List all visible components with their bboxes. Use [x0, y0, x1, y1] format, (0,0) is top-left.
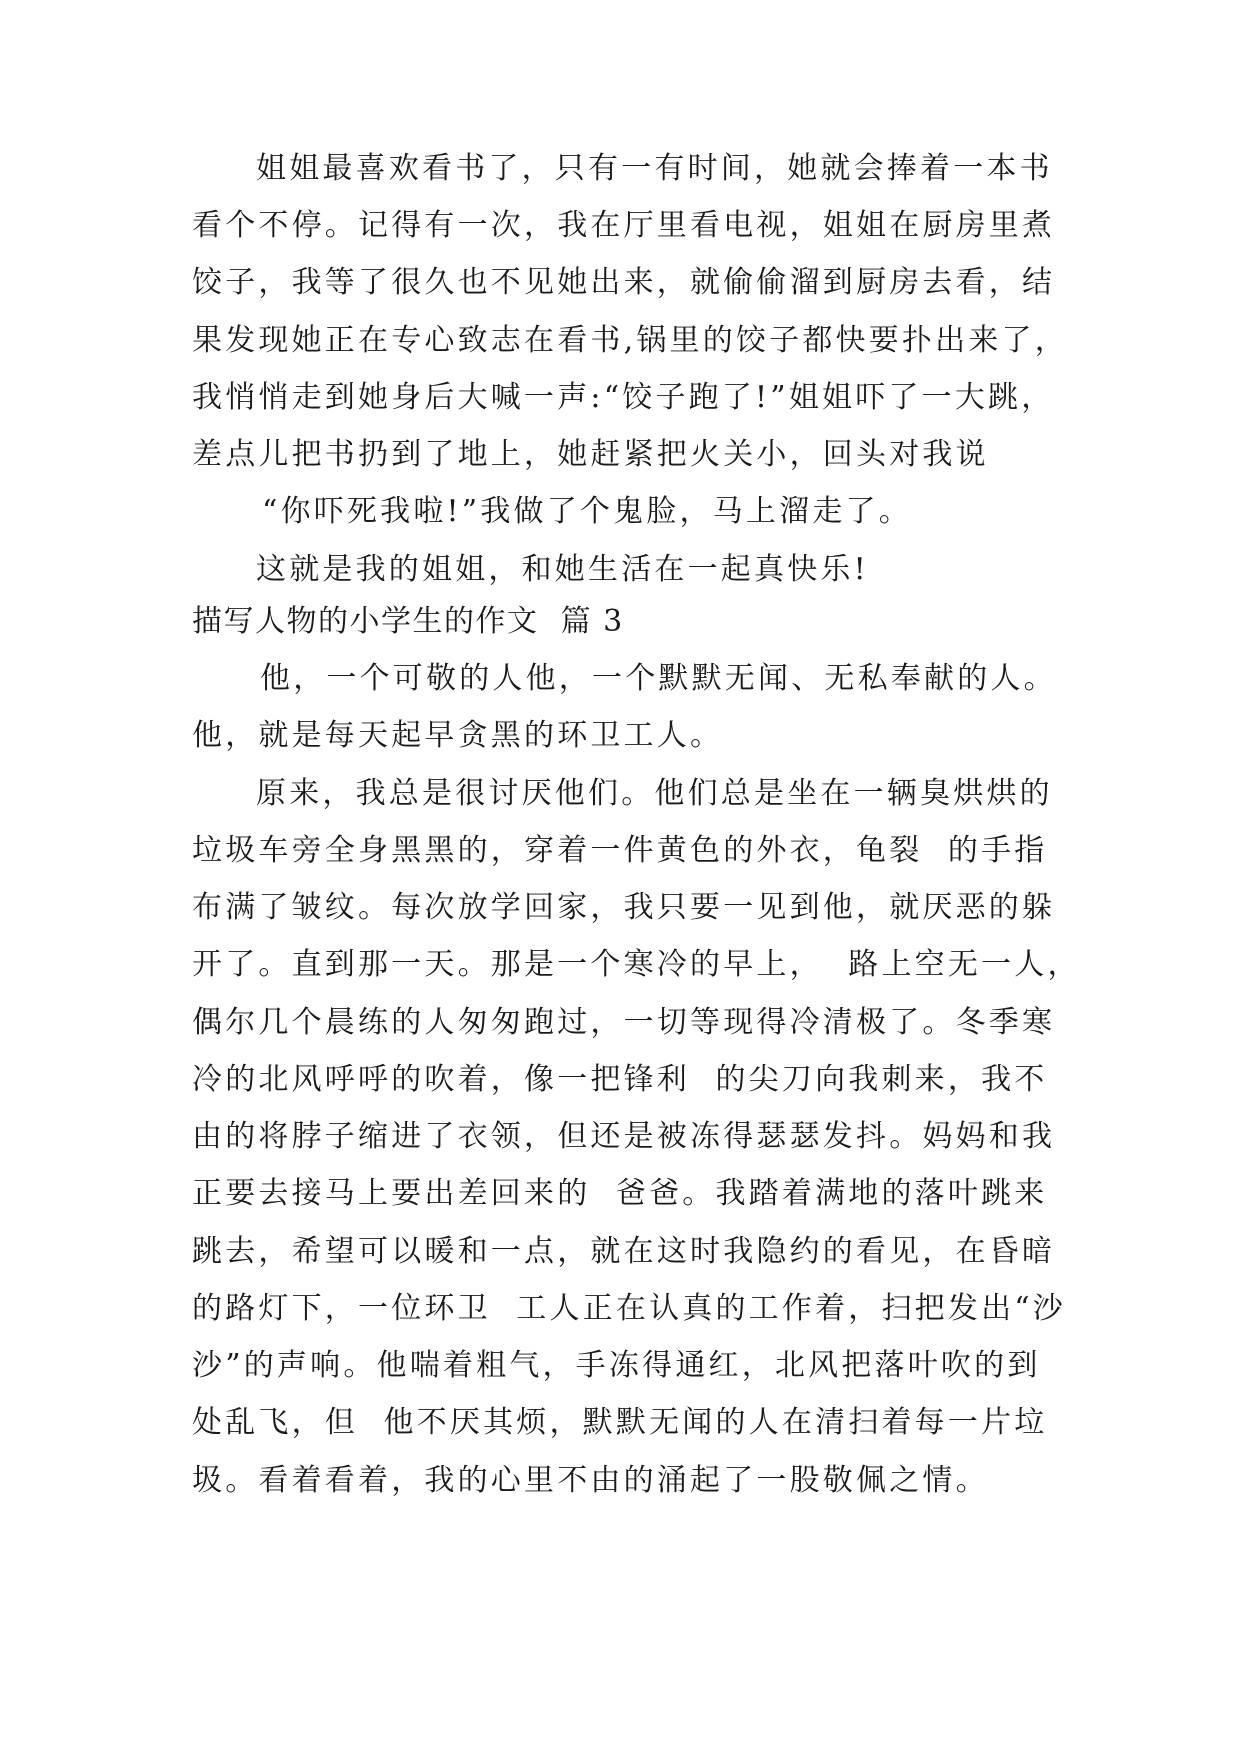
- paragraph-line: 偶尔几个晨练的人匆匆跑过，一切等现得冷清极了。冬季寒: [192, 1005, 1056, 1040]
- paragraph-line: 沙”的声响。他喘着粗气，手冻得通红，北风把落叶吹的到: [192, 1348, 1041, 1383]
- paragraph-line: 他，就是每天起早贪黑的环卫工人。: [192, 718, 724, 753]
- paragraph-line: 圾。看着看着，我的心里不由的涌起了一股敬佩之情。: [192, 1463, 989, 1498]
- paragraph-line: 他，一个可敬的人他，一个默默无闻、无私奉献的人。: [260, 661, 1057, 696]
- paragraph-line: 我悄悄走到她身后大喊一声:“饺子跑了!”姐姐吓了一大跳，: [192, 380, 1055, 415]
- section-heading: 描写人物的小学生的作文 篇 3: [192, 604, 624, 639]
- paragraph-line: 差点儿把书扔到了地上，她赶紧把火关小，回头对我说: [192, 437, 989, 472]
- paragraph-line: 开了。直到那一天。那是一个寒冷的早上， 路上空无一人，: [192, 947, 1081, 982]
- paragraph-line: 处乱飞，但 他不厌其烦，默默无闻的人在清扫着每一片垃: [192, 1405, 1048, 1440]
- paragraph-line: 由的将脖子缩进了衣领，但还是被冻得瑟瑟发抖。妈妈和我: [192, 1119, 1056, 1154]
- paragraph-line: 饺子，我等了很久也不见她出来，就偷偷溜到厨房去看，结: [192, 265, 1056, 300]
- paragraph-line: 果发现她正在专心致志在看书,锅里的饺子都快要扑出来了，: [192, 323, 1068, 358]
- paragraph-line: 冷的北风呼呼的吹着，像一把锋利 的尖刀向我刺来，我不: [192, 1062, 1048, 1097]
- paragraph-line: 姐姐最喜欢看书了，只有一有时间，她就会捧着一本书: [256, 151, 1053, 186]
- paragraph-line: 的路灯下，一位环卫 工人正在认真的工作着，扫把发出“沙: [192, 1291, 1067, 1326]
- paragraph-line: 原来，我总是很讨厌他们。他们总是坐在一辆臭烘烘的: [256, 776, 1053, 811]
- paragraph-line: 看个不停。记得有一次，我在厅里看电视，姐姐在厨房里煮: [192, 208, 1056, 243]
- paragraph-line: 正要去接马上要出差回来的 爸爸。我踏着满地的落叶跳来: [192, 1176, 1048, 1211]
- paragraph-line: 跳去，希望可以暖和一点，就在这时我隐约的看见，在昏暗: [192, 1234, 1056, 1269]
- paragraph-line: 这就是我的姐姐，和她生活在一起真快乐!: [256, 552, 869, 587]
- paragraph-line: 垃圾车旁全身黑黑的，穿着一件黄色的外衣，龟裂 的手指: [192, 833, 1048, 868]
- paragraph-line: “你吓死我啦!”我做了个鬼脸，马上溜走了。: [262, 494, 912, 529]
- paragraph-line: 布满了皱纹。每次放学回家，我只要一见到他，就厌恶的躲: [192, 890, 1056, 925]
